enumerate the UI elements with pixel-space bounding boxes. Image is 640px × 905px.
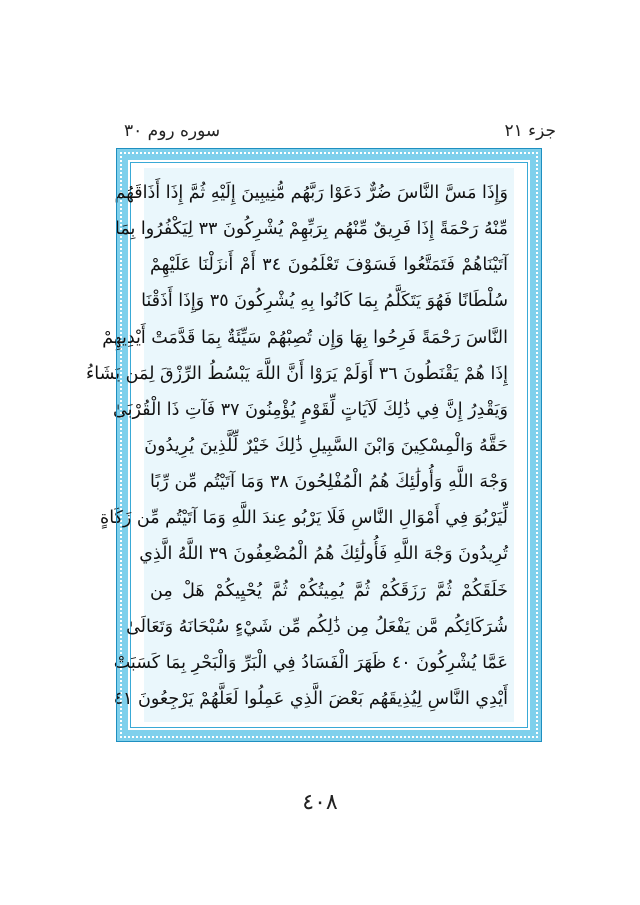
text-line: وَيَقْدِرُ إِنَّ فِي ذَٰلِكَ لَآيَاتٍ لِّقَوْمٍ يُؤْمِنُونَ ٣٧ فَآتِ ذَا الْقُرْبَىٰ [113, 399, 508, 420]
verse-lines [86, 168, 514, 722]
text-line: شُرَكَائِكُم مَّن يَفْعَلُ مِن ذَٰلِكُم مِّن شَيْءٍ سُبْحَانَهُ وَتَعَالَىٰ [126, 616, 508, 637]
text-line: مِّنْهُ رَحْمَةً إِذَا فَرِيقٌ مِّنْهُم بِرَبِّهِمْ يُشْرِكُونَ ٣٣ لِيَكْفُرُوا بِمَا [115, 219, 508, 240]
text-line: وَإِذَا مَسَّ النَّاسَ ضُرٌّ دَعَوْا رَبَّهُم مُّنِيبِينَ إِلَيْهِ ثُمَّ إِذَا أَذَاقَهُم [114, 183, 508, 203]
text-line: آتَيْنَاهُمْ فَتَمَتَّعُوا فَسَوْفَ تَعْلَمُونَ ٣٤ أَمْ أَنزَلْنَا عَلَيْهِمْ [150, 255, 508, 276]
text-line: أَيْدِي النَّاسِ لِيُذِيقَهُم بَعْضَ الَّذِي عَمِلُوا لَعَلَّهُمْ يَرْجِعُونَ ٤١ [113, 688, 508, 709]
text-line: لِّيَرْبُوَ فِي أَمْوَالِ النَّاسِ فَلَا يَرْبُو عِندَ اللَّهِ وَمَا آتَيْتُم مِّن زَكَاةٍ [100, 508, 508, 529]
text-panel [86, 168, 514, 722]
surah-label: سوره روم ٣٠ [124, 121, 221, 141]
page-header [124, 118, 556, 144]
text-line: النَّاسَ رَحْمَةً فَرِحُوا بِهَا وَإِن تُصِبْهُمْ سَيِّئَةٌ بِمَا قَدَّمَتْ أَيْدِيهِمْ [102, 327, 508, 348]
text-line: إِذَا هُمْ يَقْنَطُونَ ٣٦ أَوَلَمْ يَرَوْا أَنَّ اللَّهَ يَبْسُطُ الرِّزْقَ لِمَن يَشَاءُ [86, 363, 508, 384]
text-line: وَجْهَ اللَّهِ وَأُولَٰئِكَ هُمُ الْمُفْلِحُونَ ٣٨ وَمَا آتَيْتُم مِّن رِّبًا [150, 472, 508, 493]
page-number: ٤٠٨ [302, 790, 338, 815]
text-line: عَمَّا يُشْرِكُونَ ٤٠ ظَهَرَ الْفَسَادُ فِي الْبَرِّ وَالْبَحْرِ بِمَا كَسَبَتْ [113, 652, 508, 673]
ornamental-border [86, 148, 542, 742]
juz-label: جزء ٢١ [504, 121, 556, 141]
text-line: سُلْطَانًا فَهُوَ يَتَكَلَّمُ بِمَا كَانُوا بِهِ يُشْرِكُونَ ٣٥ وَإِذَا أَذَقْنَا [141, 291, 508, 312]
text-line: خَلَقَكُمْ ثُمَّ رَزَقَكُمْ ثُمَّ يُمِيتُكُمْ ثُمَّ يُحْيِيكُمْ هَلْ مِن [150, 580, 508, 601]
text-line: حَقَّهُ وَالْمِسْكِينَ وَابْنَ السَّبِيلِ ذَٰلِكَ خَيْرٌ لِّلَّذِينَ يُرِيدُونَ [144, 435, 508, 456]
text-line: تُرِيدُونَ وَجْهَ اللَّهِ فَأُولَٰئِكَ هُمُ الْمُضْعِفُونَ ٣٩ اللَّهُ الَّذِي [139, 544, 508, 565]
